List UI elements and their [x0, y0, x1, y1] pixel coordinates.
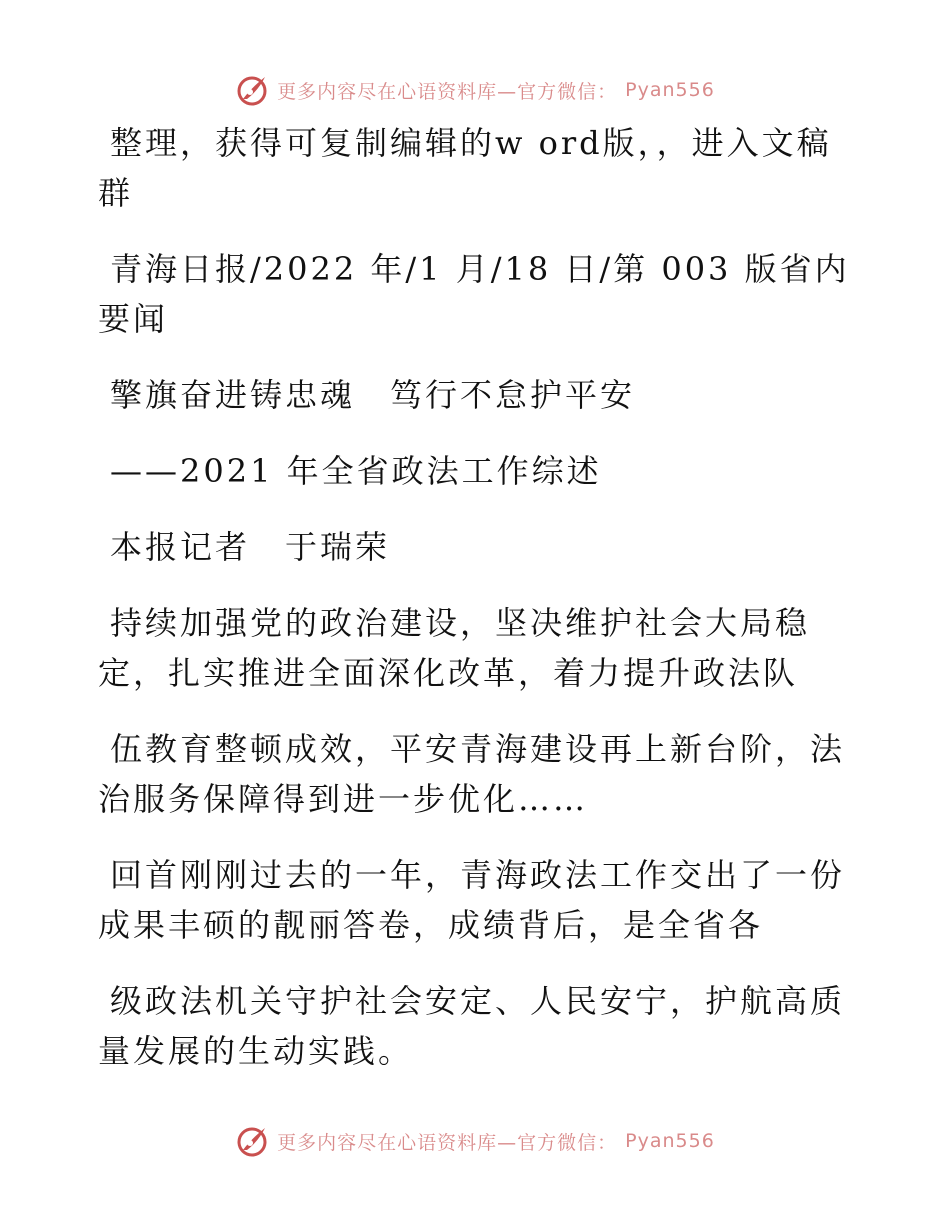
- watermark-handle: Pyan556: [625, 79, 715, 101]
- quill-circle-icon: [235, 73, 269, 107]
- paragraph-2: 青海日报/2022 年/1 月/18 日/第 003 版省内要闻: [98, 250, 850, 338]
- paragraph-9: 级政法机关守护社会安定、人民安宁，护航高质量发展的生动实践。: [98, 982, 846, 1070]
- paragraph-1: 整理，获得可复制编辑的w ord版，，进入文稿群: [98, 124, 832, 212]
- paragraph-5-byline: 本报记者 于瑞荣: [110, 528, 391, 566]
- watermark-handle: Pyan556: [625, 1130, 715, 1152]
- watermark-header: [0, 70, 950, 110]
- watermark-footer: [0, 1121, 950, 1161]
- paragraph-8: 回首刚刚过去的一年，青海政法工作交出了一份成果丰硕的靓丽答卷，成绩背后，是全省各: [98, 856, 846, 944]
- document-body: [98, 118, 858, 1102]
- paragraph-3-title: 擎旗奋进铸忠魂 笃行不怠护平安: [110, 376, 636, 414]
- quill-circle-icon: [235, 1124, 269, 1158]
- paragraph-6: 持续加强党的政治建设，坚决维护社会大局稳定，扎实推进全面深化改革，着力提升政法队: [98, 604, 811, 692]
- paragraph-4-subtitle: ——2021 年全省政法工作综述: [110, 452, 602, 490]
- watermark-text: 更多内容尽在心语资料库—官方微信：: [277, 80, 618, 103]
- watermark-text: 更多内容尽在心语资料库—官方微信：: [277, 1131, 618, 1154]
- paragraph-7: 伍教育整顿成效，平安青海建设再上新台阶，法治服务保障得到进一步优化……: [98, 730, 846, 818]
